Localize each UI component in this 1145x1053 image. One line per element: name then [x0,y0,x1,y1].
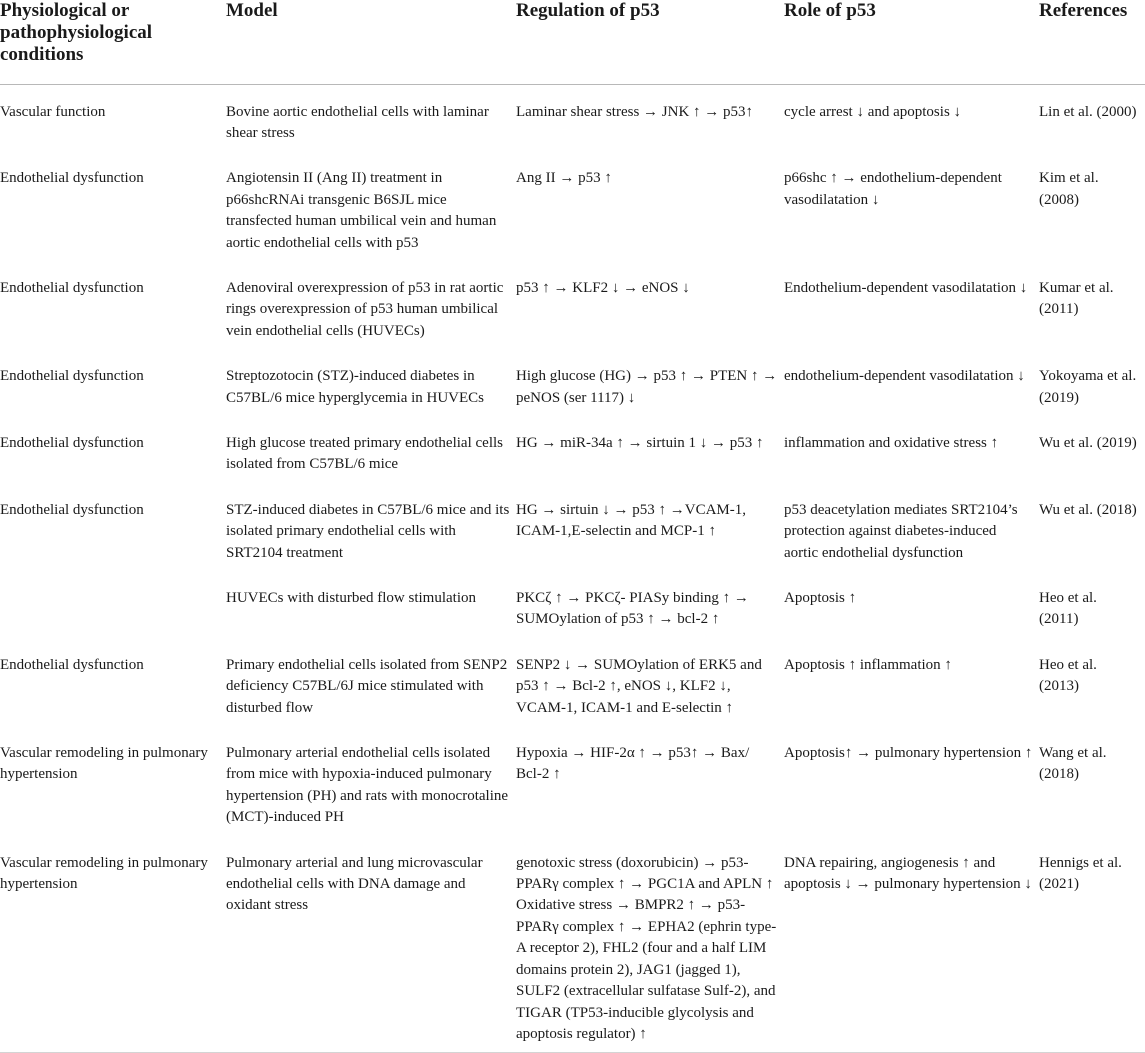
cell-model: Angiotensin II (Ang II) treatment in p66shcRNAi transgenic B6SJL mice transfected human umbilical vein and human aortic endothelial cells with p53 [226,170,497,251]
cell-regulation: High glucose (HG) → p53 ↑ → PTEN ↑ → peNOS (ser 1117) ↓ [516,368,778,406]
header-model [226,0,516,84]
cell-reference: Heo et al. (2011) [1039,590,1097,628]
cell-model: Adenoviral overexpression of p53 in rat aortic rings overexpression of p53 human umbilical vein endothelial cells (HUVECs) [226,279,504,339]
cell-model: Bovine aortic endothelial cells with laminar shear stress [226,103,489,141]
cell-model: Pulmonary arterial endothelial cells isolated from mice with hypoxia-induced pulmonary hypertension (PH) and rats with monocrotaline (MCT)-induced PH [226,745,509,826]
cell-model: Pulmonary arterial and lung microvascular endothelial cells with DNA damage and oxidant stress [226,836,516,1053]
cell-reference: Wu et al. (2019) [1039,434,1137,451]
cell-role: inflammation and oxidative stress ↑ [784,434,999,451]
cell-regulation: HG → sirtuin ↓ → p53 ↑ →VCAM-1, ICAM-1,E-selectin and MCP-1 ↑ [516,501,747,540]
cell-model: Streptozotocin (STZ)-induced diabetes in C57BL/6 mice hyperglycemia in HUVECs [226,368,485,406]
cell-regulation: SENP2 ↓ → SUMOylation of ERK5 and p53 ↑ → Bcl-2 ↑, eNOS ↓, KLF2 ↓, VCAM-1, ICAM-1 and E-selectin ↑ [516,656,762,716]
cell-reference: Wang et al. (2018) [1039,745,1107,783]
table-row [0,261,1145,349]
header-condition [0,0,226,84]
cell-reference: Yokoyama et al. (2019) [1039,368,1137,406]
cell-condition: Endothelial dysfunction [0,656,144,673]
cell-role: Endothelium-dependent vasodilatation ↓ [784,279,1028,296]
header-regulation [516,0,784,84]
cell-role: endothelium-dependent vasodilatation ↓ [784,368,1025,385]
cell-regulation: Laminar shear stress → JNK ↑ → p53↑ [516,103,754,120]
cell-regulation: Ang II → p53 ↑ [516,170,612,187]
cell-condition: Vascular function [0,103,106,120]
table-row [0,416,1145,483]
header-references [1039,0,1145,84]
cell-condition [0,571,226,638]
cell-model: STZ-induced diabetes in C57BL/6 mice and its isolated primary endothelial cells with SRT2104 treatment [226,501,510,561]
table-row [0,726,1145,836]
cell-condition: Vascular remodeling in pulmonary hypertension [0,836,226,1053]
header-row [0,0,1145,84]
cell-model: HUVECs with disturbed flow stimulation [226,590,476,606]
header-role-text: Role of p53 [784,0,876,21]
cell-condition: Endothelial dysfunction [0,434,144,451]
cell-role: Apoptosis↑ → pulmonary hypertension ↑ [784,745,1033,762]
cell-reference: Hennigs et al. (2021) [1039,836,1145,1053]
cell-role: p66shc ↑ → endothelium-dependent vasodilatation ↓ [784,170,1002,208]
table-row [0,638,1145,726]
table-row [0,84,1145,151]
cell-reference: Heo et al. (2013) [1039,656,1097,695]
cell-model: Primary endothelial cells isolated from SENP2 deficiency C57BL/6J mice stimulated with disturbed flow [226,656,508,716]
cell-reference: Kumar et al. (2011) [1039,279,1114,318]
cell-role: p53 deacetylation mediates SRT2104’s protection against diabetes-induced aortic endothelial dysfunction [784,501,1018,561]
cell-role: Apoptosis ↑ [784,590,857,606]
table-row [0,571,1145,638]
table-row [0,836,1145,1053]
table-row [0,151,1145,261]
header-regulation-text: Regulation of p53 [516,0,660,21]
cell-role: Apoptosis ↑ inflammation ↑ [784,656,952,673]
cell-condition: Endothelial dysfunction [0,170,144,187]
table-row [0,483,1145,571]
cell-condition: Vascular remodeling in pulmonary hypertension [0,745,208,783]
header-references-text: References [1039,0,1128,21]
cell-reference: Kim et al. (2008) [1039,170,1099,208]
cell-model: High glucose treated primary endothelial cells isolated from C57BL/6 mice [226,434,503,473]
header-model-text: Model [226,0,278,21]
cell-reference: Lin et al. (2000) [1039,103,1137,120]
cell-role: DNA repairing, angiogenesis ↑ and apoptosis ↓ → pulmonary hypertension ↓ [784,836,1039,1053]
cell-role: cycle arrest ↓ and apoptosis ↓ [784,103,962,120]
cell-regulation: HG → miR-34a ↑ → sirtuin 1 ↓ → p53 ↑ [516,434,764,451]
cell-condition: Endothelial dysfunction [0,368,144,385]
cell-condition: Endothelial dysfunction [0,279,144,296]
cell-regulation: PKCζ ↑ → PKCζ- PIASy binding ↑ → SUMOylation of p53 ↑ → bcl-2 ↑ [516,590,749,628]
cell-condition: Endothelial dysfunction [0,501,144,518]
header-role [784,0,1039,84]
cell-reference: Wu et al. (2018) [1039,501,1137,518]
table-row [0,349,1145,416]
cell-regulation: genotoxic stress (doxorubicin) → p53-PPARγ complex ↑ → PGC1A and APLN ↑ Oxidative stress → BMPR2 ↑ → p53-PPARγ complex ↑ → EPHA2 (ephrin type-A receptor 2), FHL2 (four and a half LIM domains protein 2), JAG1 (jagged 1), SULF2 (extracellular sulfatase Sulf-2), and TIGAR (TP53-inducible glycolysis and apoptosis regulator) ↑ [516,836,784,1053]
header-condition-text: Physiological or pathophysiological conditions [0,0,153,65]
cell-regulation: Hypoxia → HIF-2α ↑ → p53↑ → Bax/ Bcl-2 ↑ [516,745,750,783]
cell-regulation: p53 ↑ → KLF2 ↓ → eNOS ↓ [516,279,690,296]
